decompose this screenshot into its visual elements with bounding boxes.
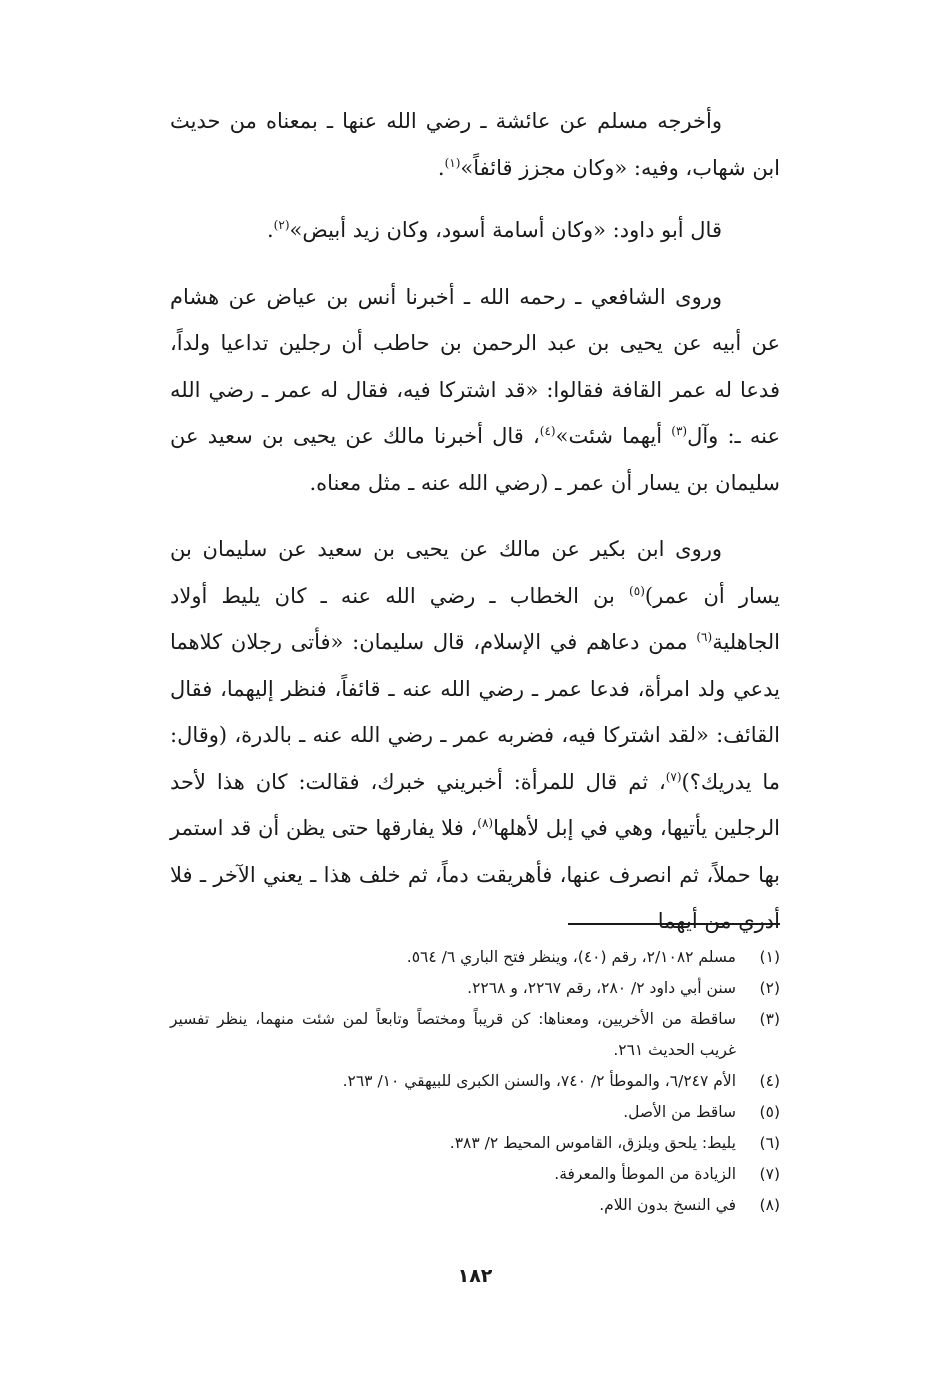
footnote-number: (٢) — [759, 979, 780, 997]
paragraph-3-part-1: وروى الشافعي ـ رحمه الله ـ أخبرنا أنس بن عياض عن هشام عن أبيه عن يحيى بن عبد الرحمن بن حاطب أن رجلين تداعيا ولداً، فدعا له عمر القافة فقالوا: «قد اشتركا فيه، فقال له عمر ـ رضي الله عنه ـ: وآل — [170, 284, 781, 448]
footnotes — [170, 942, 780, 1221]
footnote-number: (٦) — [759, 1134, 780, 1152]
paragraph-4 — [170, 526, 780, 945]
footnote-ref-2: (٢) — [273, 218, 290, 232]
paragraph-4-part-1: وروى ابن بكير عن مالك عن يحيى بن سعيد عن سليمان بن يسار أن عمر) — [170, 537, 780, 608]
footnote-item — [170, 1190, 780, 1221]
footnote-text: الزيادة من الموطأ والمعرفة. — [554, 1165, 736, 1183]
paragraph-1-tail: . — [437, 155, 445, 180]
footnote-item — [170, 1066, 780, 1097]
footnote-number: (١) — [759, 948, 780, 966]
footnote-number: (٧) — [759, 1165, 780, 1183]
footnote-number: (٣) — [759, 1010, 780, 1028]
footnote-text: ساقطة من الأخريين، ومعناها: كن قريباً ومختصاً وتابعاً لمن شئت منهما، ينظر تفسير غريب الحديث ٢٦١. — [170, 1010, 736, 1059]
paragraph-3-part-3: ، قال أخبرنا مالك عن يحيى بن سعيد عن سليمان بن يسار أن عمر ـ (رضي الله عنه ـ مثل معناه. — [170, 424, 780, 495]
footnote-text: مسلم ٢/١٠٨٢، رقم (٤٠)، وينظر فتح الباري ٦/ ٥٦٤. — [406, 948, 736, 966]
page-number: ١٨٢ — [457, 1265, 493, 1287]
paragraph-4-part-2: بن الخطاب ـ رضي الله عنه ـ كان يليط أولاد الجاهلية — [170, 583, 780, 654]
footnote-item — [170, 1159, 780, 1190]
footnote-ref-4: (٤) — [539, 424, 556, 438]
paragraph-3-part-2: أيهما شئت» — [555, 424, 672, 448]
paragraph-4-part-5: ، فلا يفارقها حتى يظن أن قد استمر بها حملاً، ثم انصرف عنها، فأهريقت دماً، ثم خلف هذا ـ يعني الآخر ـ فلا أدري من أيهما — [170, 816, 780, 933]
paragraph-2-tail: . — [266, 218, 274, 242]
footnote-text: يليط: يلحق ويلزق، القاموس المحيط ٢/ ٣٨٣. — [449, 1134, 736, 1152]
footnote-ref-1: (١) — [444, 155, 461, 170]
footnote-item — [170, 942, 780, 973]
paragraph-2 — [170, 207, 780, 254]
footnote-separator — [568, 923, 780, 925]
footnote-item — [170, 1128, 780, 1159]
footnote-text: ساقط من الأصل. — [623, 1103, 736, 1121]
paragraph-2-text: قال أبو داود: «وكان أسامة أسود، وكان زيد أبيض» — [289, 218, 722, 242]
footnote-item — [170, 1004, 780, 1066]
paragraph-4-part-4: ، ثم قال للمرأة: أخبريني خبرك، فقالت: كان هذا لأحد الرجلين يأتيها، وهي في إبل لأهلها — [170, 769, 780, 840]
footnote-item — [170, 1097, 780, 1128]
paragraph-1 — [170, 98, 780, 191]
footnote-number: (٨) — [759, 1196, 780, 1214]
paragraph-1-text: وأخرجه مسلم عن عائشة ـ رضي الله عنها ـ بمعناه من حديث ابن شهاب، وفيه: «وكان مجزز قائفاً» — [170, 109, 780, 180]
footnote-text: الأم ٦/٢٤٧، والموطأ ٢/ ٧٤٠، والسنن الكبرى للبيهقي ١٠/ ٢٦٣. — [342, 1072, 736, 1090]
footnote-item — [170, 973, 780, 1004]
footnote-ref-3: (٣) — [671, 424, 688, 438]
footnote-number: (٥) — [759, 1103, 780, 1121]
paragraph-3 — [170, 274, 780, 507]
main-text — [170, 98, 780, 945]
footnote-text: في النسخ بدون اللام. — [599, 1196, 736, 1214]
footnote-ref-7: (٧) — [665, 769, 682, 784]
footnote-text: سنن أبي داود ٢/ ٢٨٠، رقم ٢٢٦٧، و ٢٢٦٨. — [467, 979, 736, 997]
footnote-number: (٤) — [759, 1072, 780, 1090]
footnote-ref-6: (٦) — [696, 630, 713, 644]
paragraph-4-part-3: ممن دعاهم في الإسلام، قال سليمان: «فأتى رجلان كلاهما يدعي ولد امرأة، فدعا عمر ـ رضي الله عنه ـ قائفاً، فنظر إليهما، فقال القائف: «لقد اشتركا فيه، فضربه عمر ـ رضي الله عنه ـ بالدرة، (وقال: ما يدريك؟) — [170, 630, 780, 794]
footnote-ref-8: (٨) — [477, 816, 494, 830]
footnote-ref-5: (٥) — [629, 583, 645, 598]
